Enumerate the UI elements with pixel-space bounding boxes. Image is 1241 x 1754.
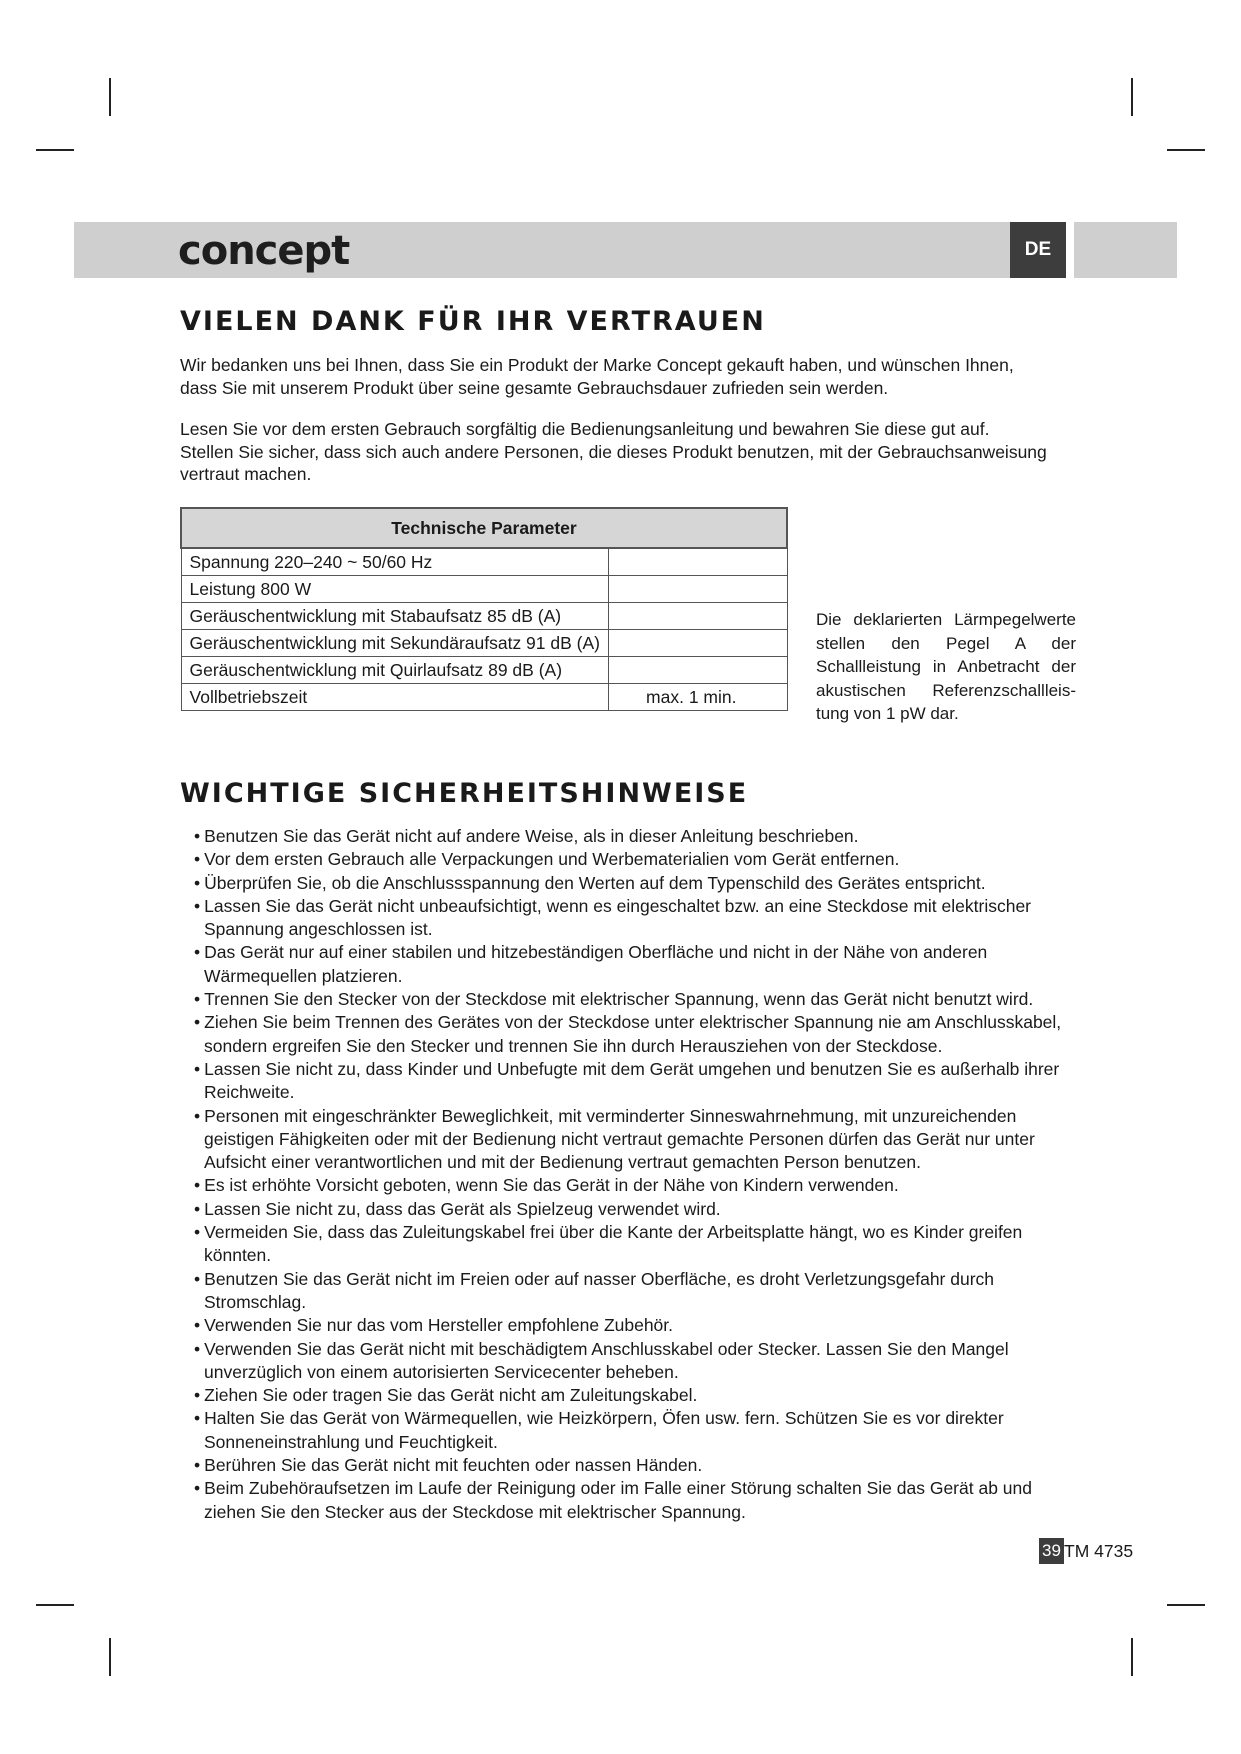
noise-level-note: Die deklarierten Lärmpegelwerte stellen den Pegel A der Schallleistung in Anbetracht der akustischen Referenzschallleistung von 1 pW dar. [816, 610, 1076, 723]
param-label: Spannung 220–240 ~ 50/60 Hz [181, 548, 608, 576]
intro-paragraph [180, 354, 1080, 399]
list-item: • Berühren Sie das Gerät nicht mit feuchten oder nassen Händen. [178, 1454, 1083, 1477]
table-row [181, 630, 787, 657]
table-row [181, 684, 787, 711]
list-item: • Das Gerät nur auf einer stabilen und hitzebeständigen Oberfläche und nicht in der Nähe von anderen Wärmequellen platzieren. [178, 941, 1083, 988]
crop-mark [1131, 78, 1133, 116]
brand-logo: concept [178, 228, 350, 274]
text-line: Lesen Sie vor dem ersten Gebrauch sorgfältig die Bedienungsanleitung und bewahren Sie diese gut auf. [180, 419, 990, 439]
table-title: Technische Parameter [181, 508, 787, 548]
crop-mark [36, 149, 74, 151]
list-item: • Vermeiden Sie, dass das Zuleitungskabel frei über die Kante der Arbeitsplatte hängt, wo es Kinder greifen könnten. [178, 1221, 1083, 1268]
crop-mark [1131, 1638, 1133, 1676]
crop-mark [109, 78, 111, 116]
param-label: Leistung 800 W [181, 576, 608, 603]
table-row [181, 603, 787, 630]
param-value [608, 548, 787, 576]
technical-parameters-table [180, 507, 788, 711]
list-item: • Verwenden Sie nur das vom Hersteller empfohlene Zubehör. [178, 1314, 1083, 1337]
list-item: • Benutzen Sie das Gerät nicht im Freien oder auf nasser Oberfläche, es droht Verletzungsgefahr durch Stromschlag. [178, 1268, 1083, 1315]
param-label: Geräuschentwicklung mit Sekundäraufsatz 91 dB (A) [181, 630, 608, 657]
crop-mark [36, 1604, 74, 1606]
section-title-thanks: VIELEN DANK FÜR IHR VERTRAUEN [180, 306, 766, 337]
param-label: Geräuschentwicklung mit Stabaufsatz 85 dB (A) [181, 603, 608, 630]
list-item: • Benutzen Sie das Gerät nicht auf andere Weise, als in dieser Anleitung beschrieben. [178, 825, 1083, 848]
section-title-safety: WICHTIGE SICHERHEITSHINWEISE [180, 778, 749, 809]
table-row [181, 657, 787, 684]
page-number: 39 [1039, 1538, 1064, 1564]
param-value [608, 603, 787, 630]
param-value [608, 576, 787, 603]
param-label: Geräuschentwicklung mit Quirlaufsatz 89 dB (A) [181, 657, 608, 684]
table-row [181, 576, 787, 603]
list-item: • Beim Zubehöraufsetzen im Laufe der Reinigung oder im Falle einer Störung schalten Sie das Gerät ab und ziehen Sie den Stecker aus der Steckdose mit elektrischer Spannung. [178, 1477, 1083, 1524]
text-line: dass Sie mit unserem Produkt über seine gesamte Gebrauchsdauer zufrieden sein werden. [180, 377, 889, 398]
table-header-row [181, 508, 787, 548]
model-number: TM 4735 [1064, 1541, 1134, 1561]
list-item: • Lassen Sie das Gerät nicht unbeaufsichtigt, wenn es eingeschaltet bzw. an eine Steckdose mit elektrischer Spannung angeschlossen ist. [178, 895, 1083, 942]
safety-instructions-list [178, 825, 1083, 1524]
instructions-paragraph [180, 418, 1080, 486]
list-item: • Halten Sie das Gerät von Wärmequellen, wie Heizkörpern, Öfen usw. fern. Schützen Sie es vor direkter Sonneneinstrahlung und Feuchtigkeit. [178, 1407, 1083, 1454]
list-item: • Verwenden Sie das Gerät nicht mit beschädigtem Anschlusskabel oder Stecker. Lassen Sie den Mangel unverzüglich von einem autorisierten Servicecenter beheben. [178, 1338, 1083, 1385]
list-item: • Ziehen Sie beim Trennen des Gerätes von der Steckdose unter elektrischer Spannung nie am Anschlusskabel, sondern ergreifen Sie den Stecker und trennen Sie ihn durch Herausziehen von der Steckdose. [178, 1011, 1083, 1058]
crop-mark [109, 1638, 111, 1676]
list-item: • Lassen Sie nicht zu, dass das Gerät als Spielzeug verwendet wird. [178, 1198, 1083, 1221]
header-divider [1066, 222, 1074, 278]
param-value: max. 1 min. [608, 684, 787, 711]
list-item: • Lassen Sie nicht zu, dass Kinder und Unbefugte mit dem Gerät umgehen und benutzen Sie es außerhalb ihrer Reichweite. [178, 1058, 1083, 1105]
header-bar [74, 222, 1177, 278]
param-label: Vollbetriebszeit [181, 684, 608, 711]
list-item: • Überprüfen Sie, ob die Anschlussspannung den Werten auf dem Typenschild des Gerätes entspricht. [178, 872, 1083, 895]
text-line: vertraut machen. [180, 464, 312, 484]
crop-mark [1167, 149, 1205, 151]
list-item: • Trennen Sie den Stecker von der Steckdose mit elektrischer Spannung, wenn das Gerät nicht benutzt wird. [178, 988, 1083, 1011]
language-badge: DE [1010, 222, 1066, 278]
text-line: Stellen Sie sicher, dass sich auch andere Personen, die dieses Produkt benutzen, mit der Gebrauchsanweisung [180, 441, 1047, 462]
list-item: • Vor dem ersten Gebrauch alle Verpackungen und Werbematerialien vom Gerät entfernen. [178, 848, 1083, 871]
param-value [608, 630, 787, 657]
list-item: • Personen mit eingeschränkter Beweglichkeit, mit verminderter Sinneswahrnehmung, mit unzureichenden geistigen Fähigkeiten oder mit der Bedienung nicht vertraut gemachte Personen dürfen das Gerät nur unter Aufsicht einer verantwortlichen und mit der Bedienung vertraut gemachten Person benutzen. [178, 1105, 1083, 1175]
text-line: Wir bedanken uns bei Ihnen, dass Sie ein Produkt der Marke Concept gekauft haben, und wünschen Ihnen, [180, 355, 1014, 375]
table-row [181, 548, 787, 576]
crop-mark [1167, 1604, 1205, 1606]
list-item: • Es ist erhöhte Vorsicht geboten, wenn Sie das Gerät in der Nähe von Kindern verwenden. [178, 1174, 1083, 1197]
list-item: • Ziehen Sie oder tragen Sie das Gerät nicht am Zuleitungskabel. [178, 1384, 1083, 1407]
param-value [608, 657, 787, 684]
